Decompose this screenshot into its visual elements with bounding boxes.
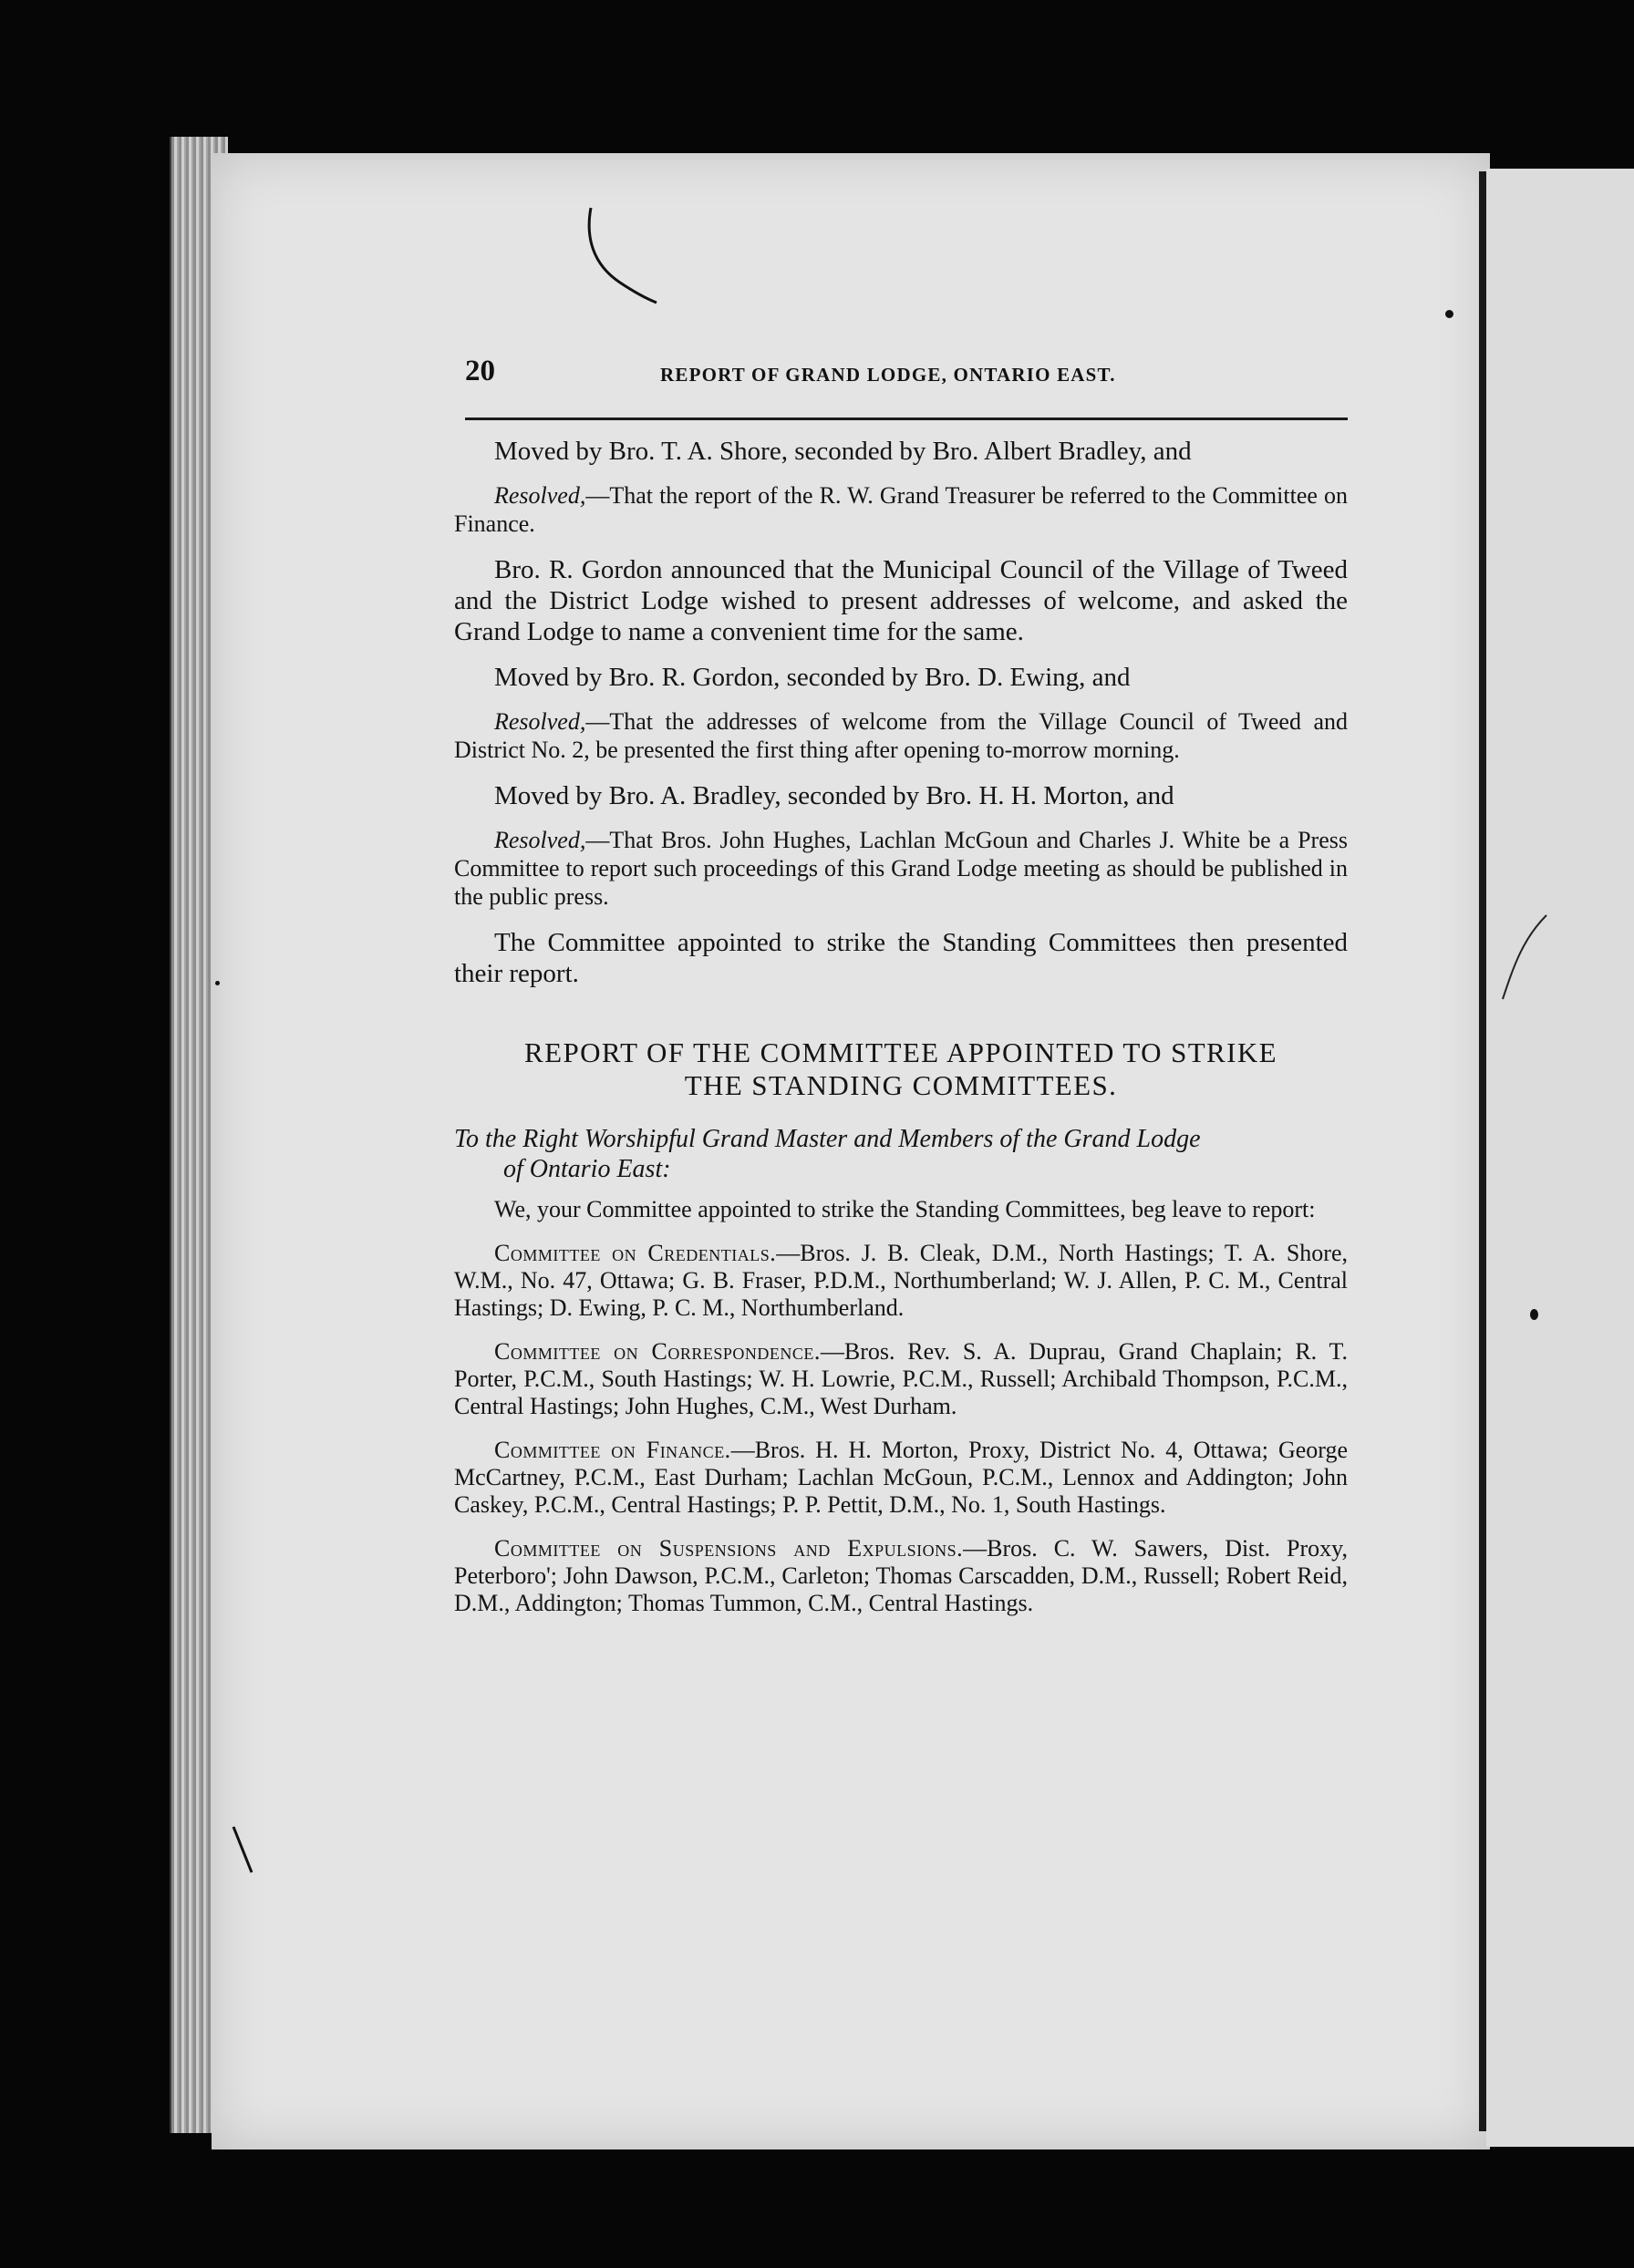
running-head: REPORT OF GRAND LODGE, ONTARIO EAST. — [660, 364, 1116, 386]
committee-entry: Committee on Correspondence.—Bros. Rev. S. A. Duprau, Grand Chaplain; R. T. Porter, P.C.M., South Hastings; W. H. Lowrie, P.C.M., Russell; Archibald Thompson, P.C.M., Central Hastings; John Hughes, C.M., West Durham. — [454, 1338, 1349, 1419]
report-intro: We, your Committee appointed to strike the Standing Committees, beg leave to report: — [494, 1196, 1316, 1222]
facing-page — [1486, 169, 1634, 2147]
scan-mark — [1495, 912, 1550, 1003]
speck — [215, 981, 220, 985]
resolution: Resolved,—That the addresses of welcome from the Village Council of Tweed and District No. 2, be presented the first thing after opening to-morrow morning. — [454, 708, 1348, 763]
resolution: Resolved,—That the report of the R. W. Grand Treasurer be referred to the Committee on Finance. — [454, 482, 1348, 537]
paragraph: Moved by Bro. A. Bradley, seconded by Bro. H. H. Morton, and — [494, 781, 1174, 810]
committee-entry: Committee on Finance.—Bros. H. H. Morton, Proxy, District No. 4, Ottawa; George McCartney, P.C.M., East Durham; Lachlan McGoun, P.C.M., Lennox and Addington; John Caskey, P.C.M., Central Hastings; P. P. Pettit, D.M., No. 1, South Hastings. — [454, 1437, 1348, 1518]
committee-entry: Committee on Credentials.—Bros. J. B. Cleak, D.M., North Hastings; T. A. Shore, W.M., No. 47, Ottawa; G. B. Fraser, P.D.M., Northumberland; W. J. Allen, P. C. M., Central Hastings; D. Ewing, P. C. M., Northumberland. — [454, 1240, 1348, 1321]
header-rule — [465, 418, 1348, 420]
speck — [1445, 310, 1453, 318]
paragraph: The Committee appointed to strike the Standing Committees then presented their report. — [454, 928, 1348, 988]
page-number: 20 — [465, 355, 495, 387]
paragraph: Moved by Bro. T. A. Shore, seconded by Bro. Albert Bradley, and — [494, 437, 1192, 466]
paragraph: Moved by Bro. R. Gordon, seconded by Bro. D. Ewing, and — [494, 663, 1131, 692]
resolution: Resolved,—That Bros. John Hughes, Lachlan McGoun and Charles J. White be a Press Committee to report such proceedings of this Grand Lodge meeting as should be published in the public press. — [454, 827, 1348, 910]
paragraph: Bro. R. Gordon announced that the Municipal Council of the Village of Tweed and the District Lodge wished to present addresses of welcome, and asked the Grand Lodge to name a convenient time for the same. — [454, 555, 1348, 646]
report-address: To the Right Worshipful Grand Master and Members of the Grand Lodge of Ontario East: — [454, 1125, 1201, 1183]
committee-entry: Committee on Suspensions and Expulsions.—Bros. C. W. Sawers, Dist. Proxy, Peterboro'; John Dawson, P.C.M., Carleton; Thomas Carscadden, D.M., Russell; Robert Reid, D.M., Addington; Thomas Tummon, C.M., Central Hastings. — [454, 1535, 1348, 1616]
scan-mark — [230, 1823, 257, 1878]
scan-mark — [584, 201, 666, 310]
page-fold — [1479, 171, 1486, 2131]
page-header — [465, 351, 1348, 400]
speck — [1530, 1309, 1538, 1320]
page-body — [454, 436, 1348, 1634]
report-title: REPORT OF THE COMMITTEE APPOINTED TO STRIKE THE STANDING COMMITTEES. — [524, 1036, 1277, 1101]
